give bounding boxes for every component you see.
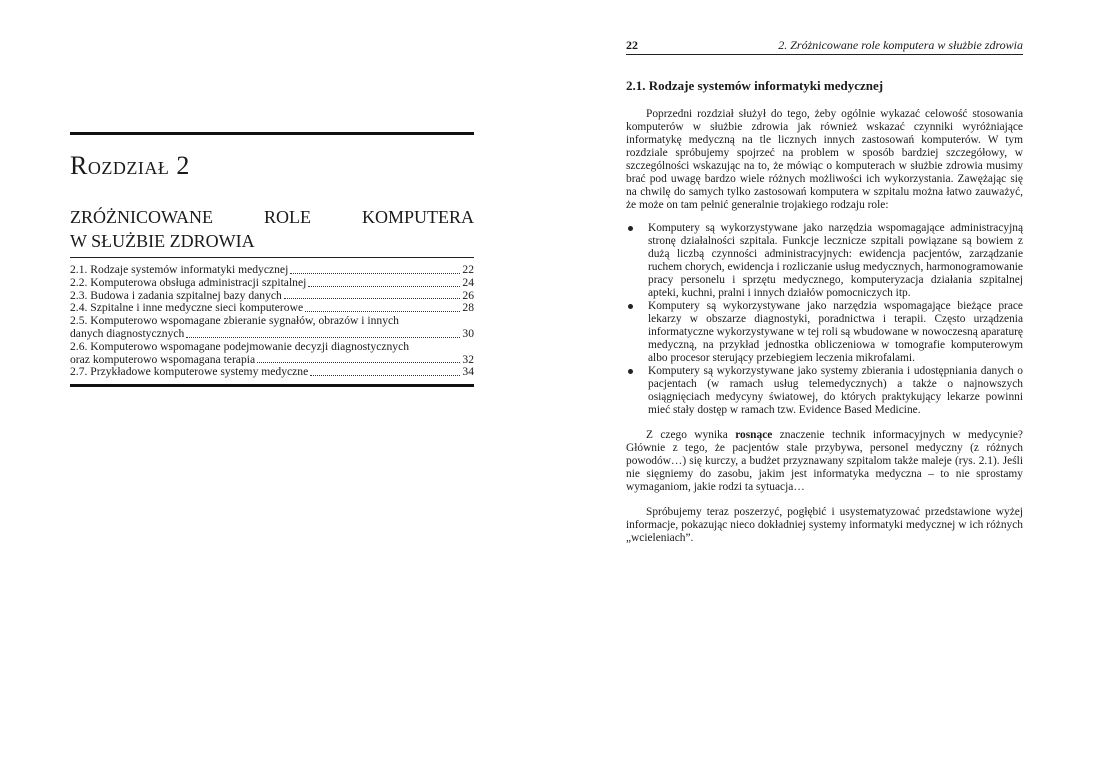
emphasis-word: rosnące (735, 429, 773, 441)
chapter-label: Rozdział 2 (70, 151, 190, 180)
section-heading: 2.1. Rodzaje systemów informatyki medycznej (626, 78, 884, 93)
bullet-text: Komputery są wykorzystywane jako narzędzia wspomagające administracyjną stronę działalności szpitala. Funkcje lecznicze szpitali powiązane są bowiem z dużą liczbą czynności administracyjnych: ewidencja pacjentów, zarządzanie ruchem chorych, ewidencja i rozliczanie usług medycznych, harmonogramowanie pracy personelu i sprzętu medycznego, komputeryzacja działania szpitalnej apteki, kuchni, pralni i innych działów pomocniczych itp. (648, 222, 1023, 299)
toc-entry[interactable] (70, 341, 474, 367)
bottom-rule (70, 384, 474, 387)
toc-entry-page: 22 (462, 263, 474, 276)
bullet-text: Komputery są wykorzystywane jako systemy zbierania i udostępniania danych o pacjentach (w ramach usług telemedycznych) a także o najnowszych osiągnięciach medycyny światowej, do których praktykujący lekarze powinni mieć stały dostęp w ramach tzw. Evidence Based Medicine. (648, 365, 1023, 416)
top-rule (70, 132, 474, 135)
running-header (626, 38, 1023, 55)
chapter-title-line2: W SŁUŻBIE ZDROWIA (70, 231, 255, 251)
bullet-icon (628, 226, 633, 231)
toc-entry-title: 2.2. Komputerowa obsługa administracji szpitalnej (70, 275, 307, 289)
chapter-title (70, 205, 474, 253)
bullet-list (626, 222, 1023, 417)
bullet-item (626, 222, 1023, 300)
bullet-text: Komputery są wykorzystywane jako narzędzia wspomagające bieżące prace lekarzy w obszarze diagnostyki, poradnictwa i terapii. Często urządzenia informatyczne wykorzystywane w tej roli są wbudowane w nowoczesną aparaturę medyczną, na przykład jednostka obliczeniowa w tomografie komputerowym albo procesor sterujący przebiegiem leczenia mikrofalami. (648, 300, 1023, 364)
toc-top-rule (70, 257, 474, 258)
toc-entry[interactable] (70, 366, 474, 379)
toc-entry-title-line1: 2.6. Komputerowo wspomagane podejmowanie decyzji diagnostycznych (70, 339, 410, 353)
paragraph-why: Z czego wynika rosnące znaczenie technik informacyjnych w medycynie? Głównie z tego, że pacjentów stale przybywa, personel medyczny (z różnych powodów…) się kurczy, a budżet przyznawany szpitalom także maleje (rys. 2.1). Jeśli nie sięgniemy do zasobu, jakim jest informatyka medyczna – to nie sprostamy wymaganiom, jakie rodzi ta sytuacja… (626, 429, 1023, 493)
chapter-opening-page (70, 132, 474, 387)
toc-entry-title-line1: 2.5. Komputerowo wspomagane zbieranie sygnałów, obrazów i innych (70, 314, 399, 328)
toc-entry-title: 2.1. Rodzaje systemów informatyki medycznej (70, 263, 289, 276)
toc-entry-page: 28 (462, 301, 474, 315)
bullet-item (626, 300, 1023, 365)
toc-entry[interactable] (70, 264, 474, 277)
toc-entry-title: oraz komputerowo wspomagana terapia (70, 352, 256, 366)
toc-entry-page: 34 (462, 365, 474, 379)
content-page (626, 38, 1023, 545)
bullet-icon (628, 369, 633, 374)
chapter-title-word: ROLE (263, 207, 311, 227)
page-number: 22 (626, 38, 638, 52)
toc-entry-title: danych diagnostycznych (70, 326, 185, 340)
bullet-icon (628, 304, 633, 309)
paragraph-closing: Spróbujemy teraz poszerzyć, pogłębić i usystematyzować przedstawione wyżej informacje, pokazując nieco dokładniej systemy informatyki medycznej w ich różnych „wcieleniach”. (626, 506, 1023, 544)
running-title: 2. Zróżnicowane role komputera w służbie zdrowia (778, 38, 1023, 52)
bullet-item (626, 365, 1023, 417)
toc-entry-page: 30 (462, 326, 474, 340)
toc-entry-page: 32 (462, 352, 474, 366)
chapter-title-word: ZRÓŻNICOWANE (70, 207, 213, 227)
paragraph-intro: Poprzedni rozdział służył do tego, żeby ogólnie wykazać celowość stosowania komputerów w służbie zdrowia jak również wskazać czynniki wyróżniające informatykę medyczną na tle licznych innych zastosowań komputerów. W tym rozdziale spróbujemy spojrzeć na problem w sposób bardziej szczegółowy, w szczególności wskazując na to, że mówiąc o komputerach w służbie zdrowia musimy brać pod uwagę bardzo wiele różnych możliwości ich wykorzystania. Zawężając się na chwilę do samych tylko zastosowań komputera w szpitalu można łatwo zauważyć, że może on tam pełnić generalnie trojakiego rodzaju role: (626, 108, 1023, 211)
toc-entry-page: 26 (462, 288, 474, 302)
toc-entry-title: 2.4. Szpitalne i inne medyczne sieci komputerowe (70, 301, 304, 315)
toc-entry[interactable] (70, 277, 474, 290)
toc-entry-title: 2.7. Przykładowe komputerowe systemy medyczne (70, 365, 309, 379)
table-of-contents (70, 264, 474, 379)
toc-entry-title: 2.3. Budowa i zadania szpitalnej bazy danych (70, 288, 282, 302)
chapter-title-word: KOMPUTERA (361, 207, 474, 227)
toc-entry[interactable] (70, 315, 474, 341)
toc-entry-page: 24 (462, 275, 474, 289)
